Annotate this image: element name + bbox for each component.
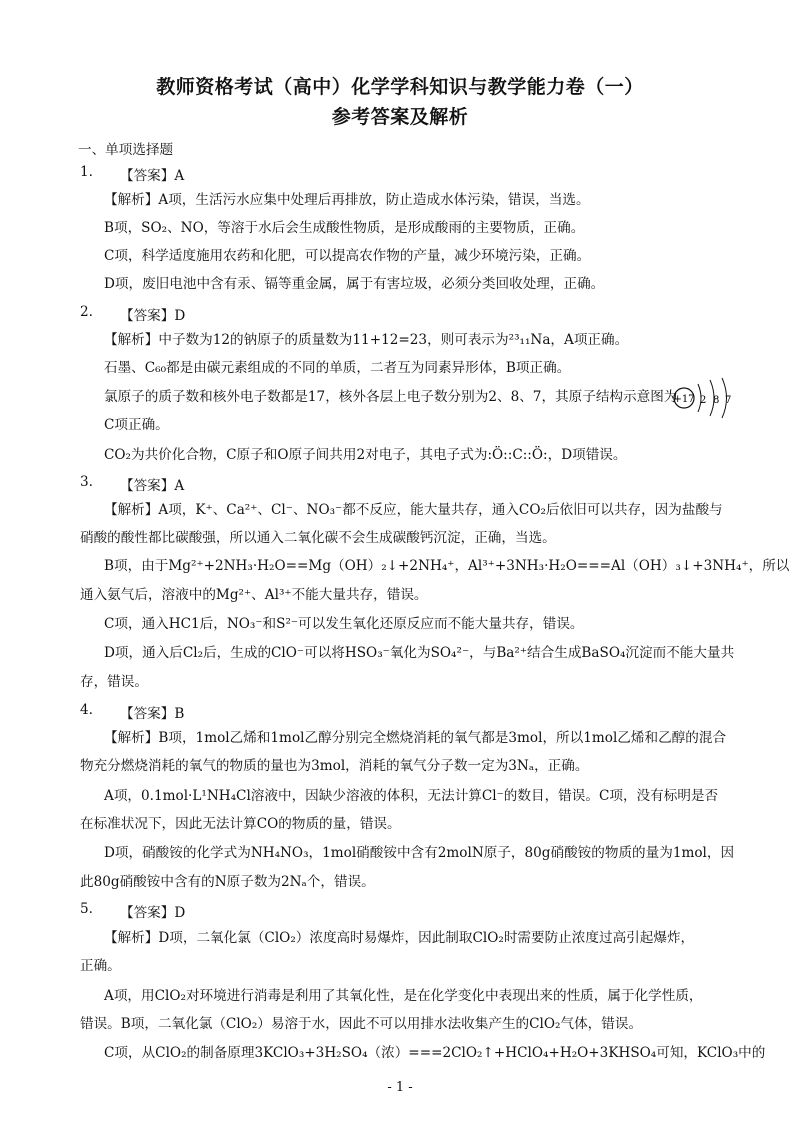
- question-4-number: 4.: [80, 702, 93, 718]
- question-3-analysis-line: 存，错误。: [80, 674, 148, 690]
- question-1-analysis-line: C项，科学适度施用农药和化肥，可以提高农作物的产量，减少环境污染，正确。: [104, 248, 591, 264]
- question-4-answer: 【答案】B: [120, 706, 185, 722]
- question-4-analysis-line: 物充分燃烧消耗的氧气的物质的量也为3mol，消耗的氧气分子数一定为3Nₐ，正确。: [80, 758, 589, 774]
- question-1-analysis-line: 【解析】A项，生活污水应集中处理后再排放，防止造成水体污染，错误，当选。: [104, 192, 590, 208]
- question-2-analysis-line: C项正确。: [104, 417, 169, 433]
- question-3-analysis-line: D项，通入后Cl₂后，生成的ClO⁻可以将HSO₃⁻氧化为SO₄²⁻，与Ba²⁺结合生成BaSO₄沉淀而不能大量共: [104, 645, 735, 661]
- question-5-answer: 【答案】D: [120, 905, 186, 921]
- question-5-analysis-line: C项，从ClO₂的制备原理3KClO₃+3H₂SO₄（浓）===2ClO₂↑+HClO₄+H₂O+3KHSO₄可知，KClO₃中的: [104, 1045, 766, 1061]
- question-2-analysis-line: 氯原子的质子数和核外电子数都是17，核外各层上电子数分别为2、8、7，其原子结构示意图为: [104, 389, 678, 405]
- question-4-analysis-line: D项，硝酸铵的化学式为NH₄NO₃，1mol硝酸铵中含有2molN原子，80g硝酸铵的物质的量为1mol，因: [104, 845, 735, 861]
- question-2-number: 2.: [80, 304, 93, 320]
- question-5-analysis-line: 错误。B项，二氧化氯（ClO₂）易溶于水，因此不可以用排水法收集产生的ClO₂气体，错误。: [80, 1016, 643, 1032]
- question-4-analysis-line: 此80g硝酸铵中含有的N原子数为2Nₐ个，错误。: [80, 874, 375, 890]
- shell-1-electrons: 2: [700, 395, 707, 406]
- question-1-analysis-line: B项，SO₂、NO，等溶于水后会生成酸性物质，是形成酸雨的主要物质，正确。: [104, 220, 585, 236]
- question-5-analysis-line: A项，用ClO₂对环境进行消毒是利用了其氧化性，是在化学变化中表现出来的性质，属于化学性质，: [104, 988, 703, 1004]
- question-3-analysis-line: C项，通入HC1后，NO₃⁻和S²⁻可以发生氧化还原反应而不能大量共存，错误。: [104, 616, 584, 632]
- page-subtitle: 参考答案及解析: [331, 106, 469, 128]
- question-2-analysis-line: CO₂为共价化合物，C原子和O原子间共用2对电子，其电子式为:Ö::C::Ö:，D项错误。: [104, 447, 627, 463]
- question-1-analysis-line: D项，废旧电池中含有汞、镉等重金属，属于有害垃圾，必须分类回收处理，正确。: [104, 276, 605, 292]
- question-2-analysis-line: 【解析】中子数为12的钠原子的质量数为11+12=23，则可表示为²³₁₁Na，A项正确。: [104, 332, 629, 348]
- question-4-analysis-line: 在标准状况下，因此无法计算CO的物质的量，错误。: [80, 816, 401, 832]
- question-3-answer: 【答案】A: [120, 478, 185, 494]
- question-4-analysis-line: A项，0.1mol·L¹NH₄Cl溶液中，因缺少溶液的体积，无法计算Cl⁻的数目，错误。C项，没有标明是否: [104, 788, 719, 804]
- question-2-answer: 【答案】D: [120, 308, 186, 324]
- question-4-analysis-line: 【解析】B项，1mol乙烯和1mol乙醇分别完全燃烧消耗的氧气都是3mol，所以1mol乙烯和乙醇的混合: [104, 730, 727, 746]
- question-1-number: 1.: [80, 164, 93, 180]
- question-3-analysis-line: B项，由于Mg²⁺+2NH₃·H₂O==Mg（OH）₂↓+2NH₄⁺，Al³⁺+3NH₃·H₂O===Al（OH）₃↓+3NH₄⁺，所以: [104, 558, 790, 574]
- question-2-analysis-line: 石墨、C₆₀都是由碳元素组成的不同的单质，二者互为同素异形体，B项正确。: [104, 360, 571, 376]
- shell-3-electrons: 7: [725, 395, 732, 406]
- question-5-analysis-line: 正确。: [80, 958, 121, 974]
- section-heading: 一、单项选择题: [78, 142, 174, 158]
- shell-2-electrons: 8: [713, 395, 720, 406]
- question-5-analysis-line: 【解析】D项，二氧化氯（ClO₂）浓度高时易爆炸，因此制取ClO₂时需要防止浓度过高引起爆炸，: [104, 930, 695, 946]
- question-3-analysis-line: 【解析】A项，K⁺、Ca²⁺、Cl⁻、NO₃⁻都不反应，能大量共存，通入CO₂后依旧可以共存，因为盐酸与: [104, 502, 723, 518]
- question-3-number: 3.: [80, 474, 93, 490]
- question-3-analysis-line: 通入氨气后，溶液中的Mg²⁺、Al³⁺不能大量共存，错误。: [80, 587, 428, 603]
- page-title: 教师资格考试（高中）化学学科知识与教学能力卷（一）: [156, 76, 644, 98]
- chlorine-atom-structure-diagram: [672, 376, 732, 420]
- nucleus-charge: +17: [673, 394, 695, 405]
- question-1-answer: 【答案】A: [120, 168, 185, 184]
- question-5-number: 5.: [80, 901, 93, 917]
- page-number: - 1 -: [387, 1080, 413, 1095]
- question-3-analysis-line: 硝酸的酸性都比碳酸强，所以通入二氧化碳不会生成碳酸钙沉淀，正确，当选。: [80, 530, 556, 546]
